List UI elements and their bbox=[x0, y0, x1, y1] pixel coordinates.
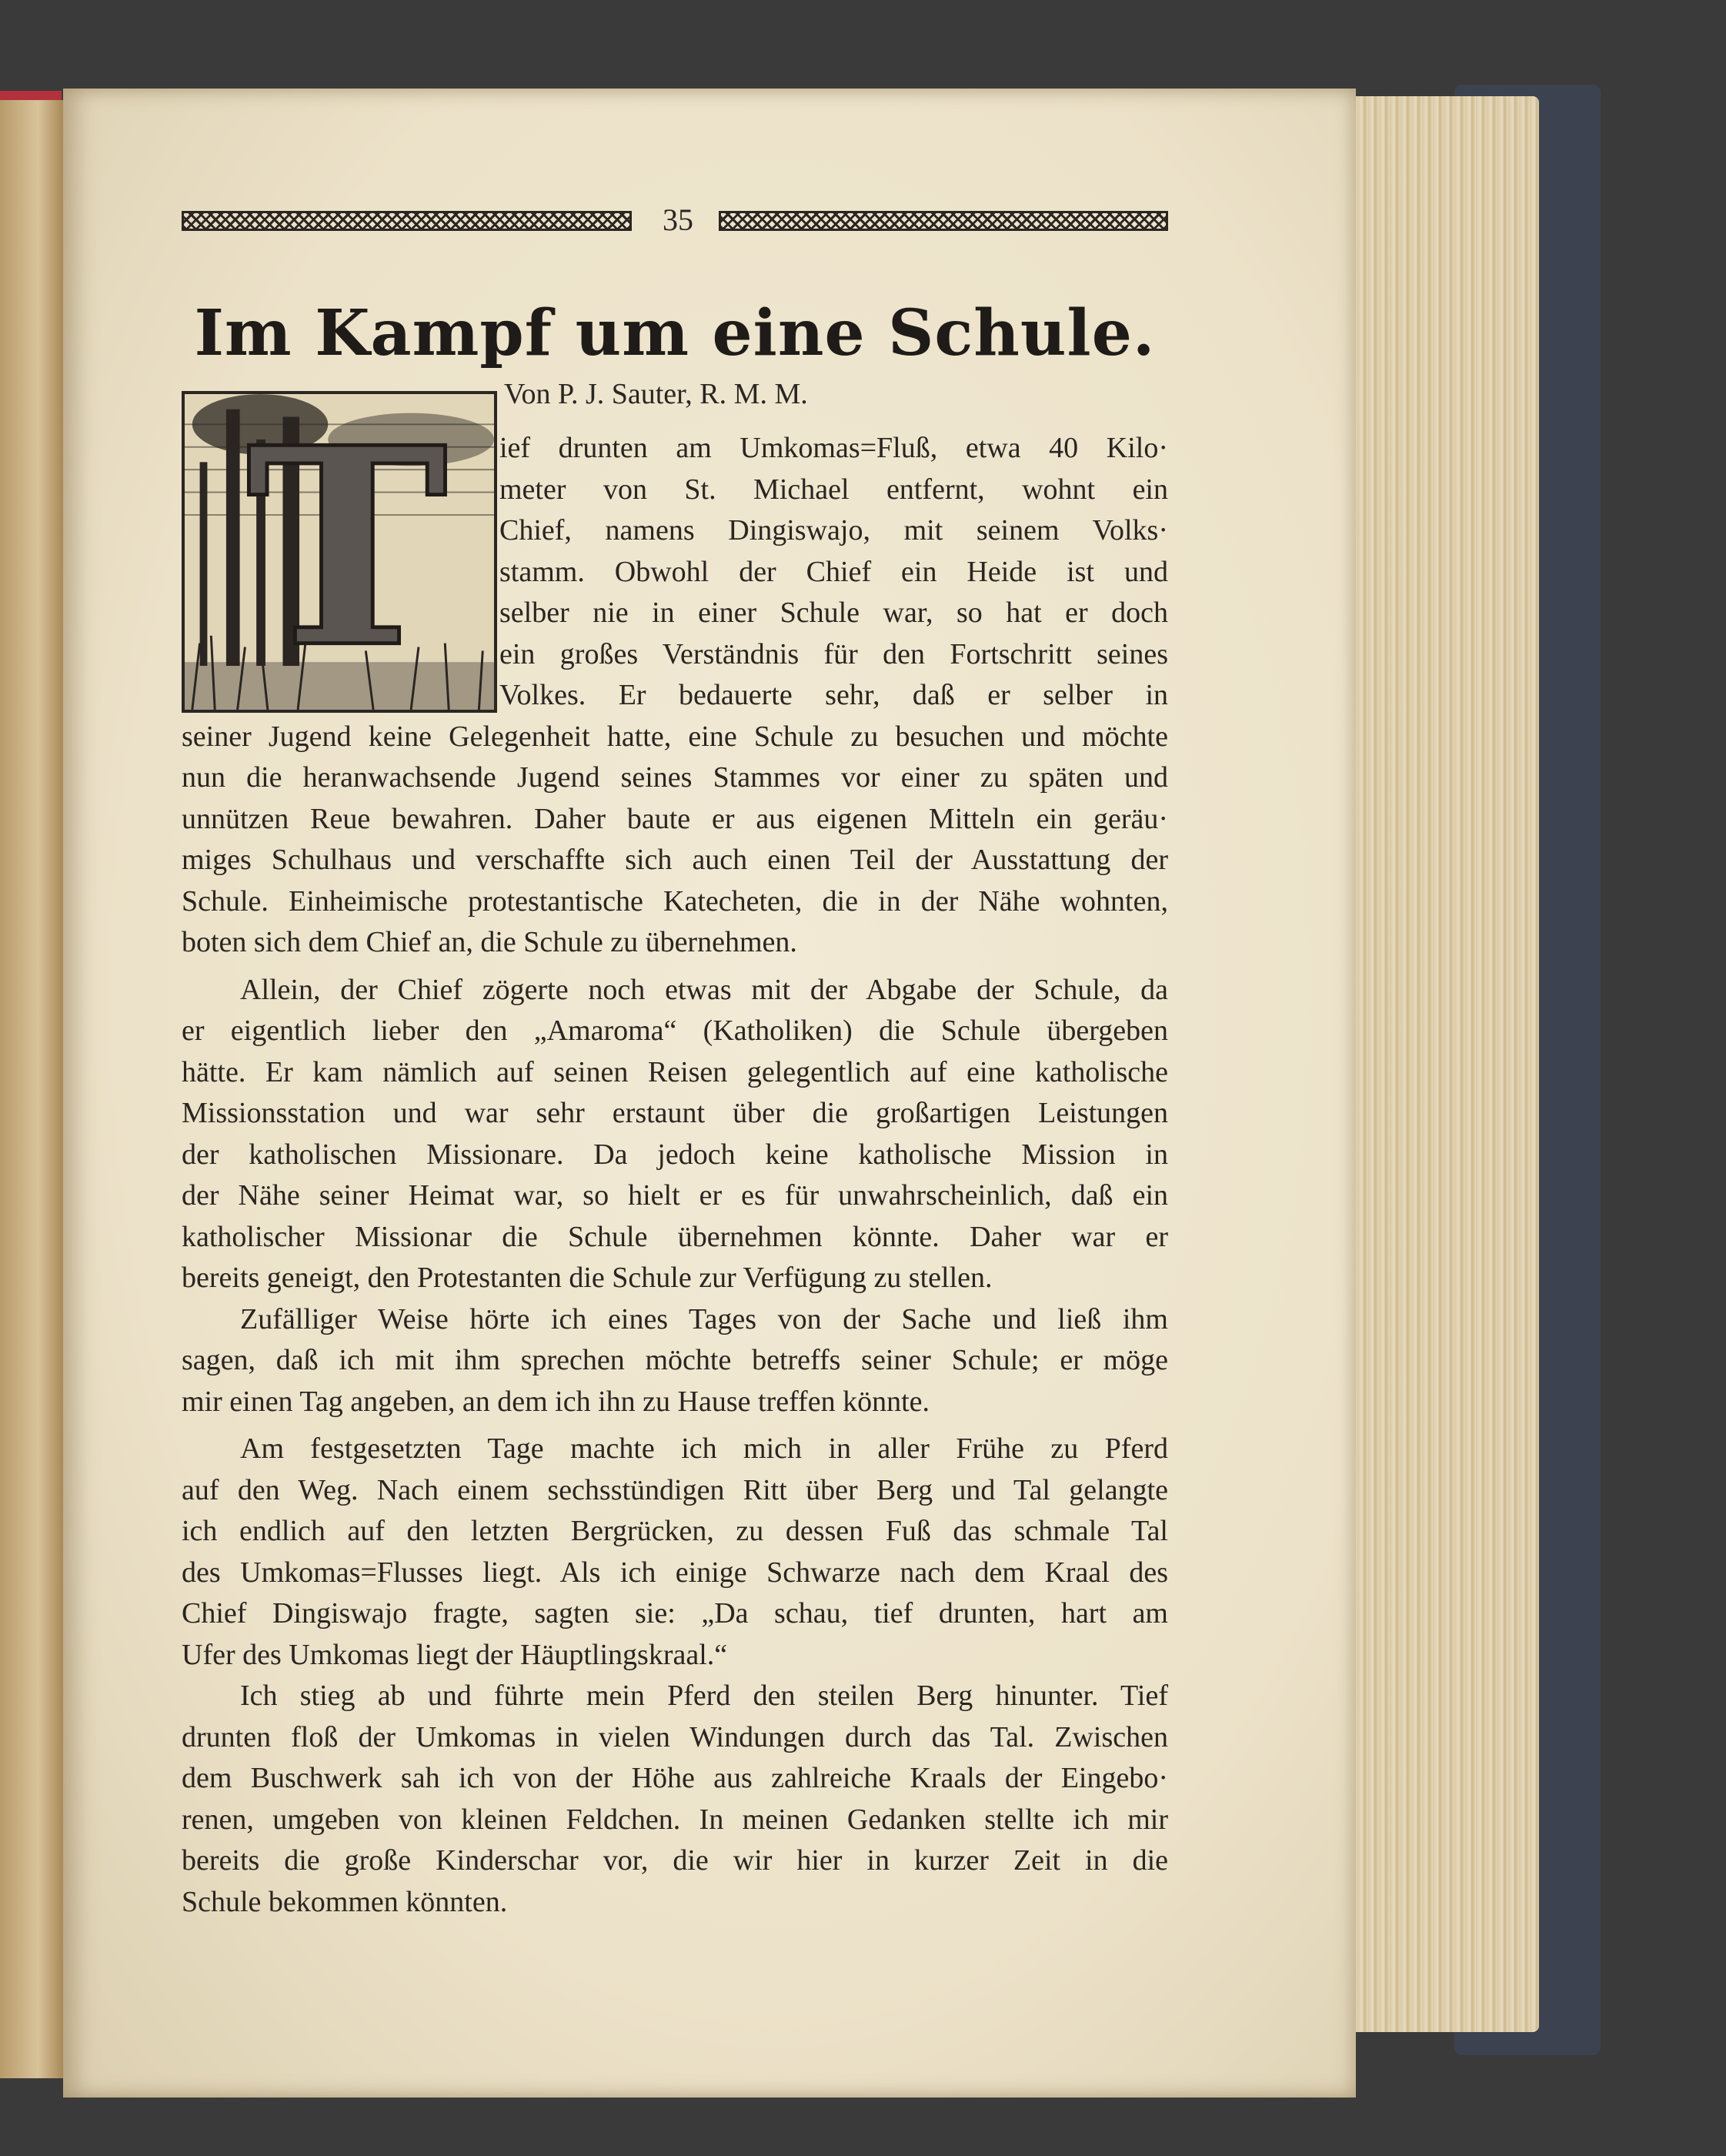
article-byline: Von P. J. Sauter, R. M. M. bbox=[504, 378, 808, 410]
text-line: bereits geneigt, den Protestanten die Schule zur Verfügung zu stellen. bbox=[182, 1262, 993, 1294]
header-ornament-left bbox=[182, 211, 632, 231]
text-line: renen, umgeben von kleinen Feldchen. In meinen Gedanken stellte ich mir bbox=[182, 1803, 1168, 1836]
text-line: der katholischen Missionare. Da jedoch keine katholische Mission in bbox=[182, 1138, 1168, 1171]
text-line: Volkes. Er bedauerte sehr, daß er selber in bbox=[499, 679, 1168, 711]
text-line: Chief, namens Dingiswajo, mit seinem Volks· bbox=[499, 514, 1168, 547]
article-body bbox=[182, 428, 1168, 1923]
text-line: mir einen Tag angeben, an dem ich ihn zu Hause treffen könnte. bbox=[182, 1385, 930, 1418]
text-line: Chief Dingiswajo fragte, sagten sie: „Da schau, tief drunten, hart am bbox=[182, 1597, 1168, 1630]
text-line: nun die heranwachsende Jugend seines Stammes vor einer zu späten und bbox=[182, 761, 1168, 794]
page-number: 35 bbox=[663, 202, 693, 237]
text-line: meter von St. Michael entfernt, wohnt ein bbox=[499, 473, 1168, 506]
text-line: miges Schulhaus und verschaffte sich auch einen Teil der Ausstattung der bbox=[182, 844, 1168, 876]
article-title: Im Kampf um eine Schule. bbox=[194, 296, 1156, 370]
page-header bbox=[182, 202, 1168, 237]
text-line: sagen, daß ich mit ihm sprechen möchte betreffs seiner Schule; er möge bbox=[182, 1344, 1168, 1376]
text-line: Zufälliger Weise hörte ich eines Tages von der Sache und ließ ihm bbox=[240, 1302, 1168, 1335]
paragraph-3 bbox=[182, 1299, 1168, 1423]
paragraph-2 bbox=[182, 970, 1168, 1299]
text-line: drunten floß der Umkomas in vielen Windungen durch das Tal. Zwischen bbox=[182, 1720, 1168, 1753]
text-line: auf den Weg. Nach einem sechsstündigen Ritt über Berg und Tal gelangte bbox=[182, 1473, 1168, 1506]
header-ornament-right bbox=[719, 211, 1168, 231]
page-stack bbox=[1347, 96, 1539, 2032]
text-line: Schule bekommen könnten. bbox=[182, 1885, 508, 1918]
text-line: Allein, der Chief zögerte noch etwas mit der Abgabe der Schule, da bbox=[240, 973, 1168, 1006]
left-page-edge bbox=[0, 100, 63, 2078]
text-line: der Nähe seiner Heimat war, so hielt er es für unwahrscheinlich, daß ein bbox=[182, 1179, 1168, 1212]
text-line: ich endlich auf den letzten Bergrücken, zu dessen Fuß das schmale Tal bbox=[182, 1515, 1168, 1547]
text-line: hätte. Er kam nämlich auf seinen Reisen gelegentlich auf eine katholische bbox=[182, 1055, 1168, 1088]
text-line: bereits die große Kinderschar vor, die wir hier in kurzer Zeit in die bbox=[182, 1844, 1168, 1877]
text-line: Ich stieg ab und führte mein Pferd den steilen Berg hinunter. Tief bbox=[240, 1680, 1168, 1712]
initial-letter: T bbox=[245, 394, 449, 708]
text-line: Schule. Einheimische protestantische Katecheten, die in der Nähe wohnten, bbox=[182, 884, 1168, 918]
text-line: katholischer Missionar die Schule übernehmen könnte. Daher war er bbox=[182, 1220, 1168, 1253]
paragraph-5 bbox=[182, 1676, 1168, 1923]
paragraph-4 bbox=[182, 1429, 1168, 1676]
text-line: boten sich dem Chief an, die Schule zu übernehmen. bbox=[182, 926, 797, 958]
text-line: selber nie in einer Schule war, so hat er doch bbox=[499, 597, 1168, 629]
text-line: des Umkomas=Flusses liegt. Als ich einige Schwarze nach dem Kraal des bbox=[182, 1556, 1168, 1589]
paragraph-1 bbox=[182, 428, 1168, 964]
text-line: Missionsstation und war sehr erstaunt über die großartigen Leistungen bbox=[182, 1097, 1168, 1129]
text-line: ief drunten am Umkomas=Fluß, etwa 40 Kilo· bbox=[499, 432, 1168, 464]
text-line: er eigentlich lieber den „Amaroma“ (Katholiken) die Schule übergeben bbox=[182, 1014, 1168, 1047]
text-line: seiner Jugend keine Gelegenheit hatte, eine Schule zu besuchen und möchte bbox=[182, 720, 1168, 753]
text-line: ein großes Verständnis für den Fortschritt seines bbox=[499, 637, 1168, 670]
text-line: unnützen Reue bewahren. Daher baute er aus eigenen Mitteln ein geräu· bbox=[182, 802, 1168, 835]
text-line: dem Buschwerk sah ich von der Höhe aus zahlreiche Kraals der Eingebo· bbox=[182, 1762, 1168, 1794]
text-line: stamm. Obwohl der Chief ein Heide ist und bbox=[499, 555, 1168, 588]
text-line: Ufer des Umkomas liegt der Häuptlingskraal.“ bbox=[182, 1638, 728, 1671]
text-line: Am festgesetzten Tage machte ich mich in aller Frühe zu Pferd bbox=[240, 1432, 1168, 1465]
